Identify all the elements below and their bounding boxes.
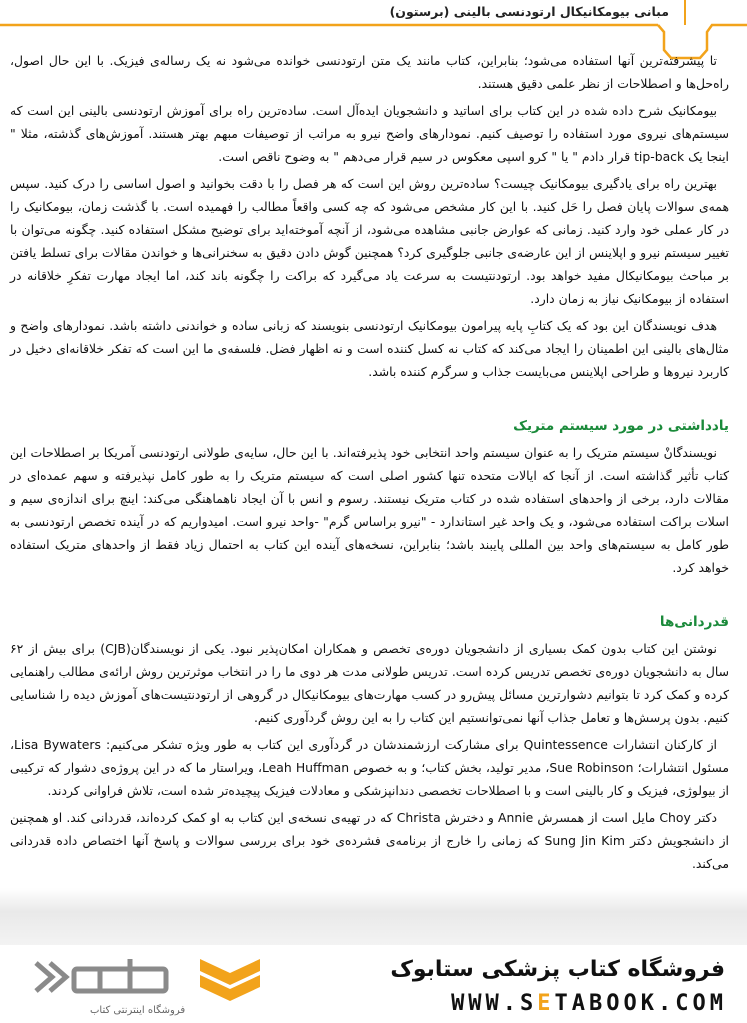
section-heading-metric: یادداشتی در مورد سیستم متریک [513,418,729,434]
shop-name: فروشگاه کتاب پزشکی ستابوک [390,957,725,982]
footer [0,945,747,1023]
paragraph: دکتر Choy مایل است از همسرش Annie و دخترش Christa که در تهیه‌ی نسخه‌ی این کتاب به او کمک کرده‌اند، قدردانی کند. او همچنین از دانشجویش دکتر Sung Jin Kim که زمانی را خارج از برنامه‌ی فشرده‌ی خود برای بررسی سوالات و پاسخ آنها اختصاص داده قدردانی می‌کند. [10,810,730,871]
paragraph: هدف نویسندگان این بود که یک کتابِ پایه پیرامون بیومکانیک ارتودنسی بنویسند که زبانی ساده و خواندنی داشته باشد. نمودارهای واضح و مثال‌های بالینی این اطمینان را ایجاد می‌کند که کتاب نه کسل کننده است و نه اظهار فضل. فلسفه‌ی ما این است که تفکر خلاقانه‌ای دخیل در کاربرد نیروها و طراحی اپلاینس می‌بایست جذاب و سرگرم کننده باشد. [10,318,729,379]
paragraph: نویسندگانْ سیستم متریک را به عنوان سیستم واحد انتخابی خود پذیرفته‌اند. با این حال، سایه‌ی طولانی ارتودنسی آمریکا بر اصطلاحات این کتاب تأثیر گذاشته است. از آنجا که ایالات متحده تنها کشور اصلی است که سیستم متریک را به طور کامل نپذیرفته و سهم عمده‌ای در مقالات دارد، برخی از واحدهای استفاده شده در کتاب متریک نیستند. رسوم و انس با آن ایجاد ناهماهنگی می‌کند: اینچ برای اندازه‌ی سیم و اسلات براکت استفاده می‌شود، و یک واحد غیر استاندارد - "نیرو براساس گرم" -واحد نیرو است. امیدواریم که در آینده تخصص ارتودنسی به طور کامل به سیستم‌های واحد بین المللی پایبند باشد؛ بنابراین، نسخه‌های آینده این کتاب به احتمال زیاد فقط از واحدهای متریک استفاده خواهد کرد. [10,445,729,575]
setabook-logo [30,953,290,1017]
shop-url [451,991,727,1016]
paragraph: بهترین راه برای یادگیری بیومکانیک چیست؟ ساده‌ترین روش این است که هر فصل را با دقت بخوانید و اصول اساسی را درک کنید. سپس همه‌ی سوالات پایان فصل را حَل کنید. با این کار مشخص می‌شود که چه کسی واقعاً مطالب را فهمیده است. با گذشت زمان، بیومکانیک را در کار عملی خود وارد کنید. زمانی که عوارض جانبی مشاهده می‌شود، از آنچه آموخته‌اید برای توضیح مشکل استفاده کنید. چگونه می‌توان با تغییر سیستم نیرو و اپلاینس از این عارضه‌ی جانبی جلوگیری کرد؟ همچنین گوش دادن دقیق به سخنرانی‌ها و خواندن مقالات برای تسلط یافتن بر مباحث بیومکانیکال مفید خواهد بود. ارتودنتیست به سرعت یاد می‌گیرد که براکت را چگونه باند کند، اما ایجاد مهارت تفکرِ خلاقانه در استفاده از بیومکانیک نیاز به زمان دارد. [10,176,729,306]
paragraph: از کارکنان انتشارات Quintessence برای مشارکت ارزشمندشان در گردآوری این کتاب به طور ویژه تشکر می‌کنیم: Lisa Bywaters، مسئول انتشارات؛ Sue Robinson، مدیر تولید، بخش کتاب؛ و به خصوص Leah Huffman، ویراستار ما که در این پروژه‌ی دشوار که ترکیبی از بیولوژی، فیزیک و کار بالینی است و با اصطلاحات تخصصی دندانپزشکی و معادلات فیزیک پیچیده‌تر شده است، تلاش فراوانی کردند. [10,737,730,798]
section-heading-acknowledgements: قدردانی‌ها [659,614,729,630]
running-title: مبانی بیومکانیکال ارتودنسی بالینی (برستون) [389,4,669,19]
paragraph: نوشتن این کتاب بدون کمک بسیاری از دانشجویان دوره‌ی تخصص و همکاران امکان‌پذیر نبود. یکی از نویسندگان(CJB) برای بیش از ۶۲ سال به دانشجویان دوره‌ی تخصص تدریس کرده است. تدریس طولانی مدت هر دوی ما را در انتخاب موثرترین روش ارائه‌ی مطالب راهنمایی کرده و کمک کرد تا بتوانیم دشوارترین مسائل پیش‌رو در کسب مهارت‌های بیومکانیکال در گروهی از ارتودنتیست‌های آموزش دیده را شناسایی کنیم. بدون پرسش‌ها و تعامل جذاب آنها نمی‌توانستیم این کتاب را به این روش گردآوری کنیم. [10,641,729,725]
url-part: WWW.S [451,991,538,1016]
paragraph: تا پیشرفته‌ترین آنها استفاده می‌شود؛ بنابراین، کتاب مانند یک متن ارتودنسی خوانده می‌شود نه یک رساله‌ی فیزیک. با این حال اصول، راه‌حل‌ها و اصطلاحات از نظر علمی دقیق هستند. [10,53,729,91]
paragraph: بیومکانیک شرح داده شده در این کتاب برای اساتید و دانشجویان ایده‌آل است. ساده‌ترین راه برای آموزش ارتودنسی بالینی این است که سیستم‌های نیروی مورد استفاده را توصیف کنیم. نمودارهای واضح نیرو به مراتب از توصیفات مبهم بهتر هستند. آموزش‌های گذشته، مثلا " اینجا یک tip-back قرار دادم " یا " کرو اسپی معکوس در سیم قرار می‌دهم " به وضوح ناقص است. [10,103,729,164]
page-body [10,49,729,879]
footer-divider [0,888,747,948]
url-accent-letter: E [537,991,555,1016]
url-part: TABOOK.COM [554,991,727,1016]
logo-caption: فروشگاه اینترنتی کتاب [90,1005,186,1016]
logo-mark-icon [30,953,290,1003]
